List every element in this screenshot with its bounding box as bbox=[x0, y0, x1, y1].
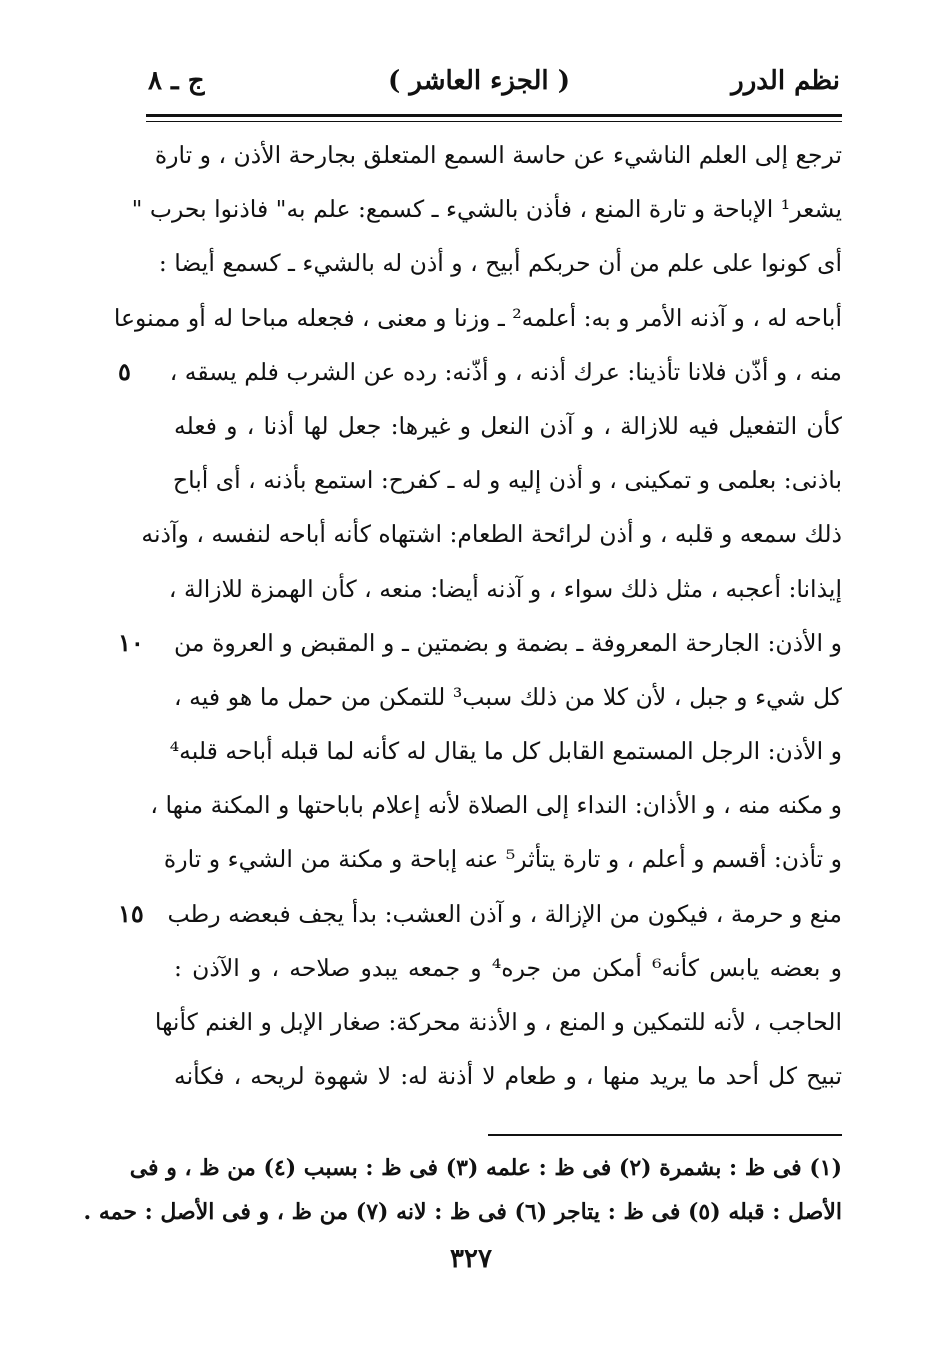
page-number: ٣٢٧ bbox=[450, 1244, 492, 1274]
text-line: باذنى: بعلمى و تمكينى ، و أذن إليه و له ـ كفرح: استمع بأذنه ، أى أباح bbox=[172, 466, 842, 495]
text-line: و مكنه منه ، و الأذان: النداء إلى الصلاة لأنه إعلام باباحتها و المكنة منها ، bbox=[150, 791, 842, 820]
book-title: نظم الدرر bbox=[731, 66, 840, 96]
header-rule-thin bbox=[146, 121, 842, 122]
part-label: ( الجزء العاشر ) bbox=[388, 66, 570, 96]
footnote-separator bbox=[488, 1134, 842, 1136]
text-line: أى كونوا على علم من أن حربكم أبيح ، و أذن له بالشيء ـ كسمع أيضا : bbox=[158, 249, 842, 278]
text-line: تبيح كل أحد ما يريد منها ، و طعام لا أذنة له: لا شهوة لريحه ، فكأنه bbox=[174, 1062, 842, 1091]
footnote-line: الأصل : قبله (٥) فى ظ : يتاجر (٦) فى ظ : لانه (٧) من ظ ، و فى الأصل : حمه . bbox=[83, 1199, 842, 1225]
text-line: ترجع إلى العلم الناشيء عن حاسة السمع المتعلق بجارحة الأذن ، و تارة bbox=[154, 141, 842, 169]
text-line: منع و حرمة ، فيكون من الإزالة ، و آذن العشب: بدأ يجف فبعضه رطب bbox=[167, 899, 842, 928]
text-line: و الأذن: الجارحة المعروفة ـ بضمة و بضمتين ـ و المقبض و العروة من bbox=[174, 628, 842, 657]
running-header bbox=[148, 62, 840, 106]
text-line: الحاجب ، لأنه للتمكين و المنع ، و الأذنة محركة: صغار الإبل و الغنم كأنها bbox=[154, 1008, 842, 1036]
text-line: و تأذن: أقسم و أعلم ، و تارة يتأثر⁵ عنه إباحة و مكنة من الشيء و تارة bbox=[163, 845, 842, 874]
text-line: و بعضه يابس كأنه⁶ أمكن من جره⁴ و جمعه يبدو صلاحه ، و الآذن : bbox=[174, 953, 842, 982]
line-number: ١٥ bbox=[118, 898, 144, 928]
header-rule-thick bbox=[146, 114, 842, 117]
volume-page-ref: ج ـ ٨ bbox=[148, 66, 205, 96]
footnotes bbox=[83, 1146, 842, 1234]
text-line: ذلك سمعه و قلبه ، و أذن لرائحة الطعام: اشتهاه كأنه أباحه لنفسه ، وآذنه bbox=[141, 520, 842, 549]
line-number: ٥ bbox=[118, 356, 131, 386]
text-line: أباحه له ، و آذنه الأمر و به: أعلمه² ـ وزنا و معنى ، فجعله مباحا له أو ممنوعا bbox=[113, 303, 842, 332]
text-line: كأن التفعيل فيه للازالة ، و آذن النعل و غيرها: جعل لها أذنا ، و فعله bbox=[174, 411, 842, 440]
text-line: منه ، و أذّن فلانا تأذينا: عرك أذنه ، و أذّنه: رده عن الشرب فلم يسقه ، bbox=[169, 357, 842, 386]
line-number: ١٠ bbox=[118, 627, 144, 657]
text-line: يشعر¹ الإباحة و تارة المنع ، فأذن بالشيء ـ كسمع: علم به" فاذنوا بحرب " bbox=[131, 195, 842, 224]
footnote-line: (١) فى ظ : بشمرة (٢) فى ظ : علمه (٣) فى ظ : بسبب (٤) من ظ ، و فى bbox=[129, 1155, 842, 1181]
text-line: كل شيء و جبل ، لأن كلا من ذلك سبب³ للتمكن من حمل ما هو فيه ، bbox=[174, 682, 842, 711]
text-line: و الأذن: الرجل المستمع القابل كل ما يقال له كأنه لما قبله أباحه قلبه⁴ bbox=[169, 737, 842, 766]
text-line: إيذانا: أعجبه ، مثل ذلك سواء ، و آذنه أيضا: منعه ، كأن الهمزة للازالة ، bbox=[168, 574, 842, 603]
